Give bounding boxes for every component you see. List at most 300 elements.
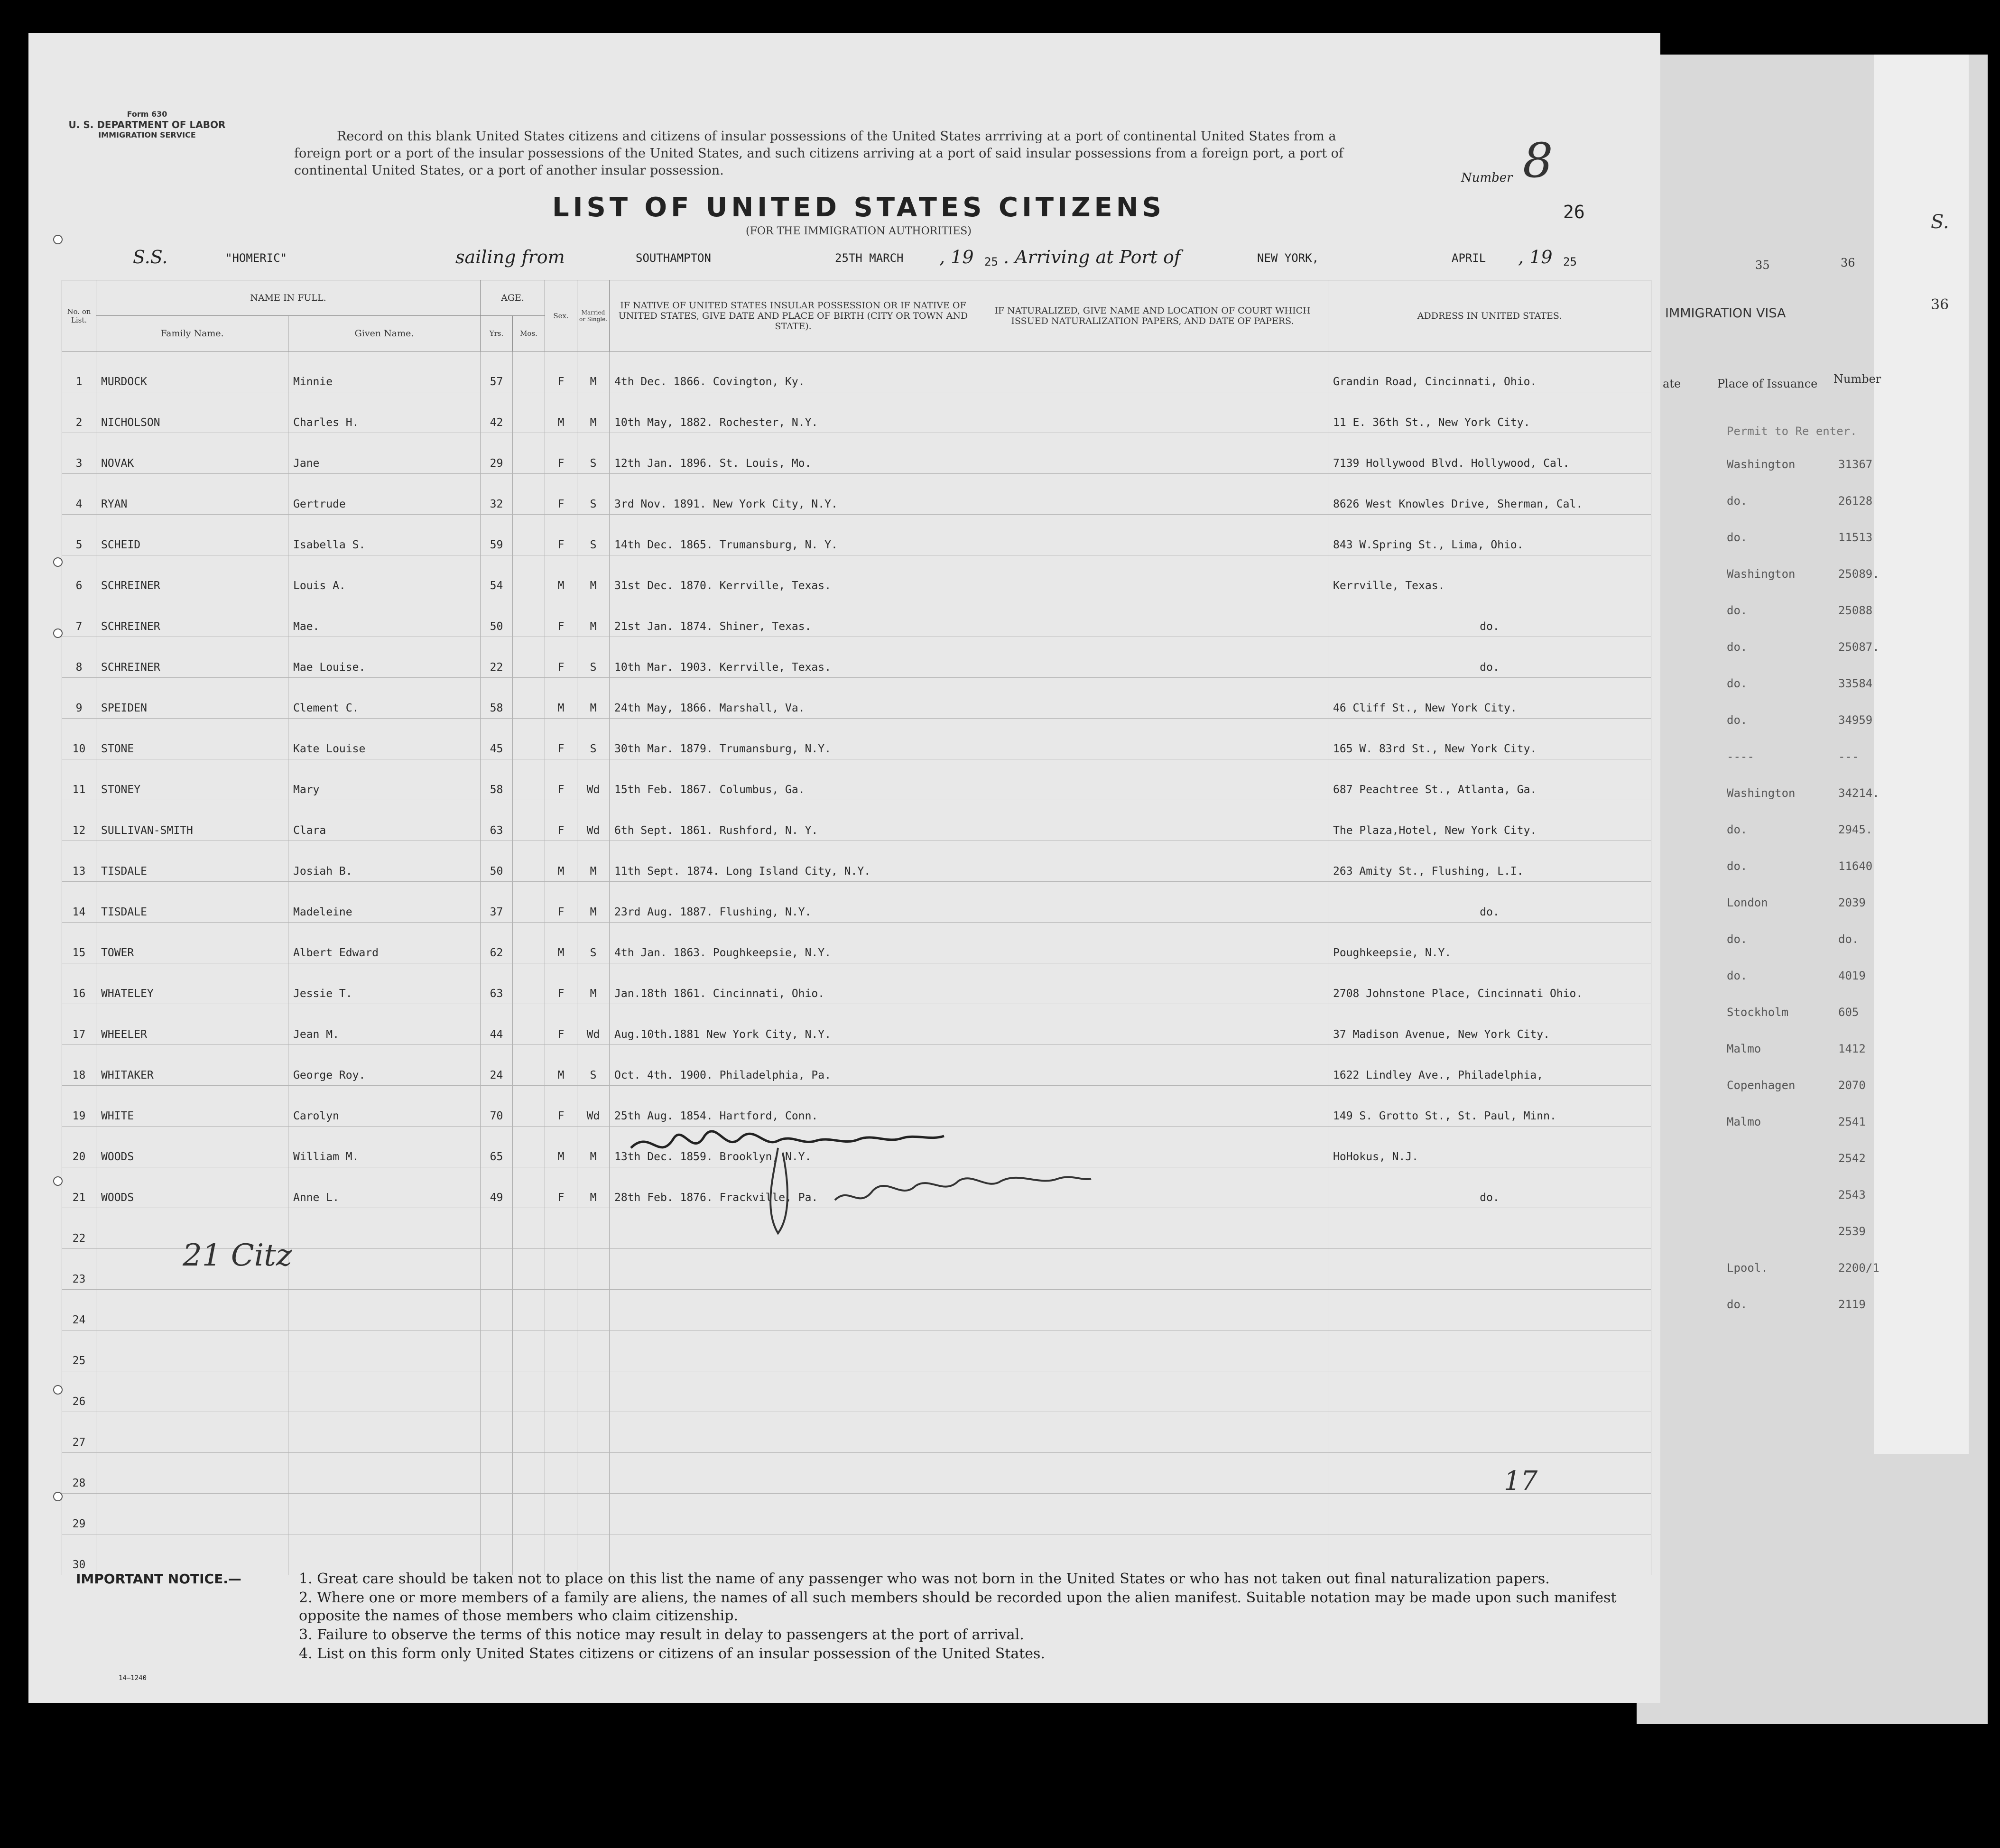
punch-hole (53, 1176, 63, 1186)
naturalization-info (977, 759, 1328, 800)
family-name: WHITAKER (96, 1045, 288, 1086)
table-row (62, 719, 1651, 759)
address (1328, 1371, 1651, 1412)
address (1328, 1331, 1651, 1371)
sex: F (545, 963, 577, 1004)
col-given-name: Given Name. (288, 316, 481, 351)
row-number: 30 (62, 1534, 96, 1575)
marital-status: S (577, 637, 610, 678)
back-place-label: Place of Issuance (1717, 377, 1818, 390)
naturalization-info (977, 882, 1328, 923)
naturalization-info (977, 1045, 1328, 1086)
important-notice (76, 1570, 1641, 1664)
address: 37 Madison Avenue, New York City. (1328, 1004, 1651, 1045)
naturalization-info (977, 555, 1328, 596)
back-number-cell: 11513 (1838, 531, 1873, 544)
naturalization-info (977, 1494, 1328, 1534)
marital-status: S (577, 923, 610, 963)
col-age: AGE. (481, 280, 545, 316)
notice-item-4: 4. List on this form only United States citizens or citizens of an insular possession of the United States. (299, 1645, 1045, 1662)
address: 687 Peachtree St., Atlanta, Ga. (1328, 759, 1651, 800)
table-row (62, 1494, 1651, 1534)
sex (545, 1453, 577, 1494)
family-name: WHATELEY (96, 963, 288, 1004)
address: 149 S. Grotto St., St. Paul, Minn. (1328, 1086, 1651, 1127)
row-number: 7 (62, 596, 96, 637)
age-years: 49 (481, 1167, 513, 1208)
age-months (513, 963, 545, 1004)
row-number: 29 (62, 1494, 96, 1534)
marital-status: M (577, 963, 610, 1004)
row-number: 11 (62, 759, 96, 800)
col-address: ADDRESS IN UNITED STATES. (1328, 280, 1651, 351)
row-number: 16 (62, 963, 96, 1004)
back-number-cell: 2119 (1838, 1298, 1866, 1311)
address: Kerrville, Texas. (1328, 555, 1651, 596)
age-months (513, 1534, 545, 1575)
address: 8626 West Knowles Drive, Sherman, Cal. (1328, 474, 1651, 515)
table-row (62, 963, 1651, 1004)
given-name: Minnie (288, 351, 481, 392)
sex: M (545, 1045, 577, 1086)
marital-status (577, 1494, 610, 1534)
marital-status (577, 1412, 610, 1453)
family-name: WOODS (96, 1167, 288, 1208)
address: 2708 Johnstone Place, Cincinnati Ohio. (1328, 963, 1651, 1004)
back-place-cell: ---- (1727, 750, 1754, 763)
birth-info: 10th May, 1882. Rochester, N.Y. (610, 392, 977, 433)
sex: F (545, 882, 577, 923)
family-name (96, 1534, 288, 1575)
age-months (513, 1208, 545, 1249)
back-place-cell: Washington (1727, 567, 1796, 581)
row-number: 10 (62, 719, 96, 759)
page-number: 26 (1563, 202, 1585, 222)
row-number: 19 (62, 1086, 96, 1127)
age-months (513, 759, 545, 800)
family-name: MURDOCK (96, 351, 288, 392)
birth-info: 4th Dec. 1866. Covington, Ky. (610, 351, 977, 392)
naturalization-info (977, 433, 1328, 474)
age-years: 57 (481, 351, 513, 392)
back-number-cell: 2070 (1838, 1079, 1866, 1092)
table-row (62, 1249, 1651, 1290)
back-number-cell: 2200/1 (1838, 1261, 1880, 1275)
sex: F (545, 719, 577, 759)
back-number-cell: 2543 (1838, 1188, 1866, 1201)
year-prefix: , 19 (939, 247, 974, 268)
age-years: 29 (481, 433, 513, 474)
age-months (513, 719, 545, 759)
table-row (62, 351, 1651, 392)
family-name (96, 1331, 288, 1371)
naturalization-info (977, 1534, 1328, 1575)
age-years: 54 (481, 555, 513, 596)
marital-status: S (577, 515, 610, 555)
back-col-36-right: 36 (1931, 296, 1949, 313)
address: 11 E. 36th St., New York City. (1328, 392, 1651, 433)
notice-item-3: 3. Failure to observe the terms of this notice may result in delay to passengers at the port of arrival. (299, 1626, 1024, 1643)
age-years (481, 1371, 513, 1412)
given-name: William M. (288, 1127, 481, 1167)
footer-code: 14—1240 (119, 1674, 147, 1682)
table-row (62, 1004, 1651, 1045)
age-months (513, 1004, 545, 1045)
given-name: George Roy. (288, 1045, 481, 1086)
age-years: 65 (481, 1127, 513, 1167)
notice-lead: IMPORTANT NOTICE.— (76, 1571, 241, 1587)
marital-status: Wd (577, 759, 610, 800)
given-name (288, 1371, 481, 1412)
row-number: 20 (62, 1127, 96, 1167)
family-name (96, 1412, 288, 1453)
age-months (513, 1494, 545, 1534)
intro-text: Record on this blank United States citizens and citizens of insular possessions of the United States arrriving at a port of continental United States from a foreign port or a port of the insular possessions of the United States, and such citizens arriving at a port of said insular possessions from a foreign port, a port of continental United States, or a port of another insular possession. (294, 129, 1343, 178)
back-place-cell: do. (1727, 494, 1748, 508)
age-years: 37 (481, 882, 513, 923)
given-name: Louis A. (288, 555, 481, 596)
naturalization-info (977, 1004, 1328, 1045)
marital-status: S (577, 719, 610, 759)
table-row (62, 474, 1651, 515)
table-row (62, 841, 1651, 882)
naturalization-info (977, 1290, 1328, 1331)
marital-status: M (577, 1127, 610, 1167)
age-years (481, 1331, 513, 1371)
birth-info: 6th Sept. 1861. Rushford, N. Y. (610, 800, 977, 841)
row-number: 26 (62, 1371, 96, 1412)
birth-info (610, 1534, 977, 1575)
punch-hole (53, 557, 63, 567)
family-name: WOODS (96, 1127, 288, 1167)
service: IMMIGRATION SERVICE (98, 130, 196, 139)
row-number: 22 (62, 1208, 96, 1249)
col-married: Married or Single. (577, 280, 610, 351)
sex (545, 1534, 577, 1575)
back-number-cell: 33584 (1838, 677, 1873, 690)
address (1328, 1412, 1651, 1453)
sex: F (545, 596, 577, 637)
sex: F (545, 1086, 577, 1127)
address (1328, 1208, 1651, 1249)
col-family-name: Family Name. (96, 316, 288, 351)
address (1328, 1290, 1651, 1331)
departure-date: 25TH MARCH (835, 251, 904, 265)
age-years: 24 (481, 1045, 513, 1086)
birth-info: 3rd Nov. 1891. New York City, N.Y. (610, 474, 977, 515)
sex: F (545, 800, 577, 841)
address (1328, 1534, 1651, 1575)
address (1328, 1249, 1651, 1290)
naturalization-info (977, 1453, 1328, 1494)
sex: F (545, 1167, 577, 1208)
naturalization-info (977, 841, 1328, 882)
naturalization-info (977, 963, 1328, 1004)
birth-info: 14th Dec. 1865. Trumansburg, N. Y. (610, 515, 977, 555)
back-sheet-strip (1874, 55, 1969, 1454)
age-months (513, 392, 545, 433)
address: HoHokus, N.J. (1328, 1127, 1651, 1167)
address: 1622 Lindley Ave., Philadelphia, (1328, 1045, 1651, 1086)
marital-status: M (577, 351, 610, 392)
back-place-cell: Malmo (1727, 1042, 1761, 1055)
given-name: Isabella S. (288, 515, 481, 555)
given-name (288, 1249, 481, 1290)
marital-status: S (577, 433, 610, 474)
sex: M (545, 923, 577, 963)
age-months (513, 800, 545, 841)
age-months (513, 1371, 545, 1412)
age-years: 42 (481, 392, 513, 433)
age-months (513, 841, 545, 882)
birth-info (610, 1371, 977, 1412)
marital-status: M (577, 841, 610, 882)
back-place-cell: Malmo (1727, 1115, 1761, 1128)
naturalization-info (977, 392, 1328, 433)
age-years (481, 1412, 513, 1453)
birth-info: 31st Dec. 1870. Kerrville, Texas. (610, 555, 977, 596)
sex (545, 1412, 577, 1453)
age-years: 62 (481, 923, 513, 963)
back-place-cell: do. (1727, 604, 1748, 617)
back-place-cell: do. (1727, 823, 1748, 836)
given-name (288, 1208, 481, 1249)
naturalization-info (977, 1371, 1328, 1412)
marital-status: M (577, 1167, 610, 1208)
birth-info (610, 1290, 977, 1331)
back-number-cell: 31367 (1838, 458, 1873, 471)
table-row (62, 1045, 1651, 1086)
sex: F (545, 515, 577, 555)
birth-info: 4th Jan. 1863. Poughkeepsie, N.Y. (610, 923, 977, 963)
back-number-cell: 11640 (1838, 859, 1873, 873)
age-months (513, 1249, 545, 1290)
birth-info: 24th May, 1866. Marshall, Va. (610, 678, 977, 719)
given-name (288, 1290, 481, 1331)
sex: M (545, 555, 577, 596)
birth-info: Jan.18th 1861. Cincinnati, Ohio. (610, 963, 977, 1004)
back-col-36: 36 (1841, 256, 1855, 269)
sex: F (545, 637, 577, 678)
table-row (62, 1331, 1651, 1371)
marital-status: Wd (577, 1004, 610, 1045)
address: 263 Amity St., Flushing, L.I. (1328, 841, 1651, 882)
back-place-cell: do. (1727, 859, 1748, 873)
given-name (288, 1331, 481, 1371)
naturalization-info (977, 637, 1328, 678)
birth-info (610, 1453, 977, 1494)
page-subtitle: (FOR THE IMMIGRATION AUTHORITIES) (746, 225, 972, 237)
table-row (62, 1534, 1651, 1575)
family-name: SCHREINER (96, 596, 288, 637)
marital-status: M (577, 678, 610, 719)
family-name (96, 1453, 288, 1494)
sex: M (545, 1127, 577, 1167)
ship-name: "HOMERIC" (225, 251, 287, 265)
given-name (288, 1534, 481, 1575)
manifest-page (28, 33, 1660, 1703)
col-name-in-full: NAME IN FULL. (96, 280, 481, 316)
department: U. S. DEPARTMENT OF LABOR (68, 119, 226, 130)
marital-status (577, 1534, 610, 1575)
table-row (62, 555, 1651, 596)
age-months (513, 596, 545, 637)
row-number: 17 (62, 1004, 96, 1045)
birth-info: 23rd Aug. 1887. Flushing, N.Y. (610, 882, 977, 923)
handwritten-citizen-count: 21 Citz (183, 1238, 292, 1273)
birth-info: 25th Aug. 1854. Hartford, Conn. (610, 1086, 977, 1127)
age-months (513, 1086, 545, 1127)
back-number-cell: 2539 (1838, 1225, 1866, 1238)
family-name: SPEIDEN (96, 678, 288, 719)
punch-hole (53, 1492, 63, 1501)
given-name (288, 1494, 481, 1534)
punch-hole (53, 1385, 63, 1395)
age-months (513, 1331, 545, 1371)
birth-info: 12th Jan. 1896. St. Louis, Mo. (610, 433, 977, 474)
given-name (288, 1453, 481, 1494)
back-place-cell: do. (1727, 677, 1748, 690)
arrival-date: APRIL (1452, 251, 1486, 265)
naturalization-info (977, 1331, 1328, 1371)
sex (545, 1290, 577, 1331)
birth-info (610, 1249, 977, 1290)
given-name: Jessie T. (288, 963, 481, 1004)
sex (545, 1208, 577, 1249)
number-value: 8 (1523, 133, 1553, 188)
age-months (513, 433, 545, 474)
signature-text: W. M. Montgomery (631, 1240, 636, 1241)
naturalization-info (977, 800, 1328, 841)
age-years (481, 1290, 513, 1331)
marital-status (577, 1371, 610, 1412)
back-place-cell: London (1727, 896, 1768, 909)
row-number: 9 (62, 678, 96, 719)
naturalization-info (977, 596, 1328, 637)
address: do. (1328, 882, 1651, 923)
family-name: SCHEID (96, 515, 288, 555)
back-place-cell: Copenhagen (1727, 1079, 1796, 1092)
ss-label: S.S. (133, 247, 168, 268)
back-place-cell: do. (1727, 1298, 1748, 1311)
address: do. (1328, 596, 1651, 637)
table-row (62, 596, 1651, 637)
age-years: 58 (481, 759, 513, 800)
age-years: 22 (481, 637, 513, 678)
address: do. (1328, 637, 1651, 678)
row-number: 28 (62, 1453, 96, 1494)
family-name: WHEELER (96, 1004, 288, 1045)
age-years: 32 (481, 474, 513, 515)
marital-status: M (577, 596, 610, 637)
sex: M (545, 392, 577, 433)
marital-status: M (577, 555, 610, 596)
table-row (62, 759, 1651, 800)
back-number-cell: 2542 (1838, 1152, 1866, 1165)
family-name: SCHREINER (96, 555, 288, 596)
sex: M (545, 841, 577, 882)
back-place-cell: do. (1727, 969, 1748, 982)
age-years: 44 (481, 1004, 513, 1045)
row-number: 23 (62, 1249, 96, 1290)
birth-info: Oct. 4th. 1900. Philadelphia, Pa. (610, 1045, 977, 1086)
back-place-cell: do. (1727, 713, 1748, 727)
age-months (513, 555, 545, 596)
family-name: SULLIVAN-SMITH (96, 800, 288, 841)
family-name: STONE (96, 719, 288, 759)
address: 843 W.Spring St., Lima, Ohio. (1328, 515, 1651, 555)
sex: F (545, 474, 577, 515)
col-sex: Sex. (545, 280, 577, 351)
sex: M (545, 678, 577, 719)
back-col-35: 35 (1755, 259, 1770, 272)
back-place-cell: do. (1727, 640, 1748, 654)
age-months (513, 1127, 545, 1167)
age-months (513, 351, 545, 392)
age-months (513, 1290, 545, 1331)
age-years: 58 (481, 678, 513, 719)
birth-info (610, 1412, 977, 1453)
age-months (513, 1412, 545, 1453)
family-name (96, 1494, 288, 1534)
marital-status: M (577, 392, 610, 433)
col-birth: IF NATIVE OF UNITED STATES INSULAR POSSESSION OR IF NATIVE OF UNITED STATES, GIVE DATE AND PLACE OF BIRTH (CITY OR TOWN AND STATE). (610, 280, 977, 351)
naturalization-info (977, 923, 1328, 963)
address (1328, 1494, 1651, 1534)
col-no: No. on List. (62, 280, 96, 351)
given-name: Mae Louise. (288, 637, 481, 678)
handwritten-page-mark: 17 (1504, 1466, 1538, 1497)
birth-info: 15th Feb. 1867. Columbus, Ga. (610, 759, 977, 800)
row-number: 8 (62, 637, 96, 678)
departure-year: 25 (984, 255, 998, 268)
sex (545, 1331, 577, 1371)
family-name (96, 1371, 288, 1412)
table-row (62, 923, 1651, 963)
back-place-cell: Lpool. (1727, 1261, 1768, 1275)
row-number: 1 (62, 351, 96, 392)
notice-item-1: 1. Great care should be taken not to place on this list the name of any passenger who was not born in the United States or who has not taken out final naturalization papers. (299, 1571, 1550, 1587)
age-years: 63 (481, 800, 513, 841)
naturalization-info (977, 719, 1328, 759)
row-number: 13 (62, 841, 96, 882)
back-number-label: Number (1833, 372, 1881, 386)
family-name: TOWER (96, 923, 288, 963)
given-name: Anne L. (288, 1167, 481, 1208)
departure-port: SOUTHAMPTON (636, 251, 711, 265)
age-months (513, 1045, 545, 1086)
given-name (288, 1412, 481, 1453)
birth-info: 30th Mar. 1879. Trumansburg, N.Y. (610, 719, 977, 759)
back-number-cell: 4019 (1838, 969, 1866, 982)
given-name: Kate Louise (288, 719, 481, 759)
age-months (513, 882, 545, 923)
address: 7139 Hollywood Blvd. Hollywood, Cal. (1328, 433, 1651, 474)
back-number-cell: 34959 (1838, 713, 1873, 727)
age-years: 50 (481, 841, 513, 882)
marital-status (577, 1331, 610, 1371)
marital-status: M (577, 882, 610, 923)
given-name: Josiah B. (288, 841, 481, 882)
age-years (481, 1534, 513, 1575)
arriving-label: . Arriving at Port of (1003, 247, 1181, 268)
back-number-cell: 25089. (1838, 567, 1880, 581)
marital-status: S (577, 1045, 610, 1086)
back-place-cell: do. (1727, 933, 1748, 946)
given-name: Clement C. (288, 678, 481, 719)
marital-status: Wd (577, 1086, 610, 1127)
back-number-cell: 25087. (1838, 640, 1880, 654)
